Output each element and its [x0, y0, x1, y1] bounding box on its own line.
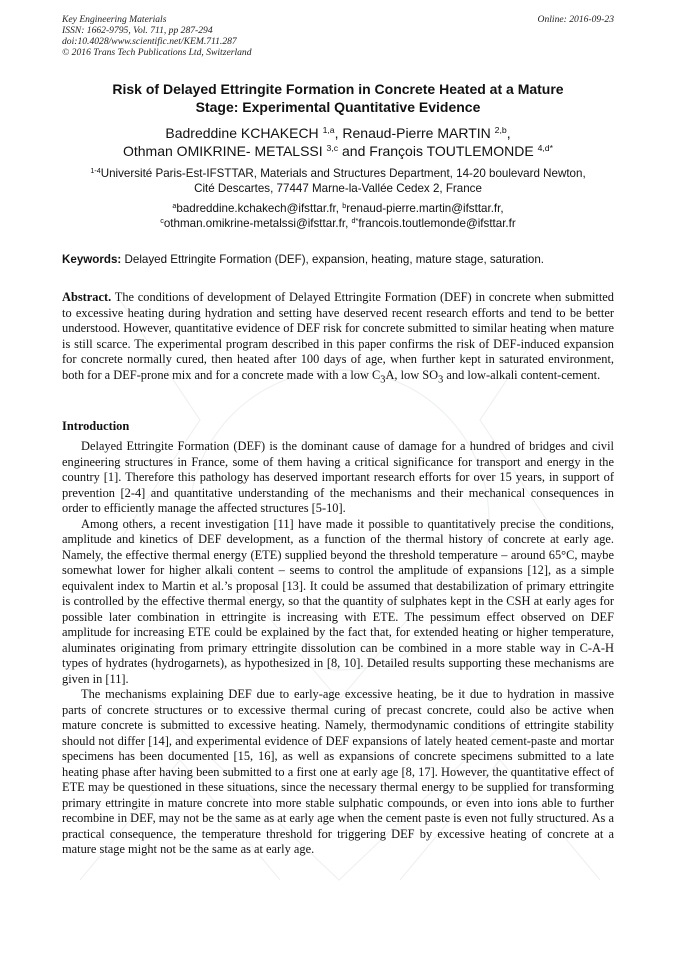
- online-date: Online: 2016-09-23: [537, 14, 614, 25]
- abstract-label: Abstract.: [62, 290, 112, 304]
- email-a[interactable]: badreddine.kchakech@ifsttar.fr,: [176, 202, 343, 215]
- intro-paragraph-2: Among others, a recent investigation [11] have made it possible to quantitatively precise the conditions, amplitude and kinetics of DEF development, as a function of the thermal history of concrete at early age. Namely, the effective thermal energy (ETE) supplied beyond the threshold temperature – around 65°C, maybe somewhat lower for higher alkali content – seems to control the amplitude of expansions [12], as a simple equivalent index to Martin et al.’s proposal [13]. It could be assumed that destabilization of primary ettringite is controlled by the effective thermal energy, so that the quantity of sulphates kept in the CSH at early ages for possible later combination in ettringite is increasing with ETE. The pessimum effect observed on DEF amplitude for increasing ETE could be explained by the fact that, for extended heating or higher temperature, aluminates originating from primary ettringite dissolution can be combined in a more stable way in C-A-H types of hydrates (hydrogarnets), as hypothesized in [8, 10]. Detailed results supporting these mechanisms are given in [11].: [62, 516, 614, 686]
- title-line-2: Stage: Experimental Quantitative Evidence: [195, 98, 481, 115]
- keywords-label: Keywords:: [62, 253, 122, 266]
- introduction-body: [62, 439, 614, 858]
- doi-line: doi:10.4028/www.scientific.net/KEM.711.287: [62, 36, 237, 47]
- email-a-sup: a: [172, 201, 177, 211]
- author-1-affil: 1,a: [322, 125, 335, 136]
- abstract: [62, 290, 614, 387]
- intro-paragraph-3: The mechanisms explaining DEF due to early-age excessive heating, be it due to hydration in massive parts of concrete structures or to excessive thermal curing of precast concrete, could also be active when mature concrete is submitted to excessive heating. Namely, thermodynamic conditions of ettringite stability should not differ [14], and experimental evidence of DEF expansions of lately heated cement-paste and mortar specimens has been documented [15, 16], as well as expansions of concrete specimens submitted to a late heating phase after having been submitted to a first one at early age [8, 17]. However, the quantitative effect of ETE may be questioned in these situations, since the necessary thermal energy to be supplied for transforming primary ettringite in mature concrete into more stable sulphatic compounds, or even into ions able to further recombine in DEF, may not be the same as at early age when the cement paste is even not fully structured. As a practical consequence, the temperature threshold for triggering DEF by excessive heating of concrete at a mature stage might not be the same as at early age.: [62, 687, 614, 856]
- author-separator: ,: [506, 125, 511, 141]
- email-c[interactable]: othman.omikrine-metalssi@ifsttar.fr,: [163, 217, 352, 230]
- author-separator: ,: [334, 125, 343, 141]
- author-1: Badreddine KCHAKECH: [165, 125, 319, 141]
- keywords-text: Delayed Ettringite Formation (DEF), expansion, heating, mature stage, saturation.: [121, 253, 545, 266]
- author-4: François TOUTLEMONDE: [369, 143, 534, 159]
- abstract-text: The conditions of development of Delayed Ettringite Formation (DEF) in concrete when submitted to excessive heating during hydration and setting have deserved recent research efforts and tend to be better understood. However, quantitative evidence of DEF risk for concrete submitted to similar heating when mature is still scarce. The experimental program described in this paper confirms the risk of DEF-induced expansion for concrete normally cured, then heated after 100 days of age, when further kept in saturated environment, both for a DEF-prone mix and for a concrete made with a low C: [62, 290, 614, 382]
- abstract-text: A, low SO: [385, 367, 439, 382]
- title-line-1: Risk of Delayed Ettringite Formation in Concrete Heated at a Mature: [112, 81, 564, 97]
- issn-line: ISSN: 1662-9795, Vol. 711, pp 287-294: [62, 25, 213, 36]
- author-4-affil: 4,d*: [537, 143, 553, 154]
- affiliation-line-1: Université Paris-Est-IFSTTAR, Materials and Structures Department, 14-20 boulevard Newton,: [100, 167, 586, 180]
- intro-paragraph-1: Delayed Ettringite Formation (DEF) is the dominant cause of damage for a hundred of bridges and civil engineering structures in France, some of them having a critical significance for transport and energy in the country [1]. Therefore this pathology has deserved important research efforts for over 15 years, in support of prevention [2-4] and quantitative understanding of the mechanisms and their mechanical consequences in order to efficiently manage the affected structures [5-10].: [62, 439, 614, 515]
- author-2-affil: 2,b: [494, 125, 507, 136]
- author-and: and: [338, 143, 370, 159]
- email-b-sup: b: [342, 201, 347, 211]
- email-c-sup: c: [160, 216, 164, 226]
- keywords: [62, 252, 614, 267]
- abstract-subscript: 3: [438, 373, 444, 385]
- paper-title: [62, 81, 614, 116]
- email-d-sup: d*: [351, 216, 359, 226]
- journal-name: Key Engineering Materials: [62, 14, 167, 25]
- affiliation: [62, 166, 614, 196]
- affiliation-sup: 1-4: [90, 166, 101, 176]
- author-2: Renaud-Pierre MARTIN: [342, 125, 491, 141]
- author-list: [62, 124, 614, 160]
- section-heading: Introduction: [62, 419, 130, 433]
- email-b[interactable]: renaud-pierre.martin@ifsttar.fr,: [346, 202, 504, 215]
- author-3-affil: 3,c: [326, 143, 339, 154]
- author-3: Othman OMIKRINE- METALSSI: [122, 143, 323, 159]
- email-d[interactable]: francois.toutlemonde@ifsttar.fr: [358, 217, 516, 230]
- email-list: [62, 201, 614, 231]
- copyright-line: © 2016 Trans Tech Publications Ltd, Switzerland: [62, 47, 252, 58]
- abstract-subscript: 3: [380, 373, 386, 385]
- affiliation-line-2: Cité Descartes, 77447 Marne-la-Vallée Cedex 2, France: [194, 182, 482, 195]
- abstract-text: and low-alkali content-cement.: [443, 367, 601, 382]
- journal-header: [62, 14, 614, 58]
